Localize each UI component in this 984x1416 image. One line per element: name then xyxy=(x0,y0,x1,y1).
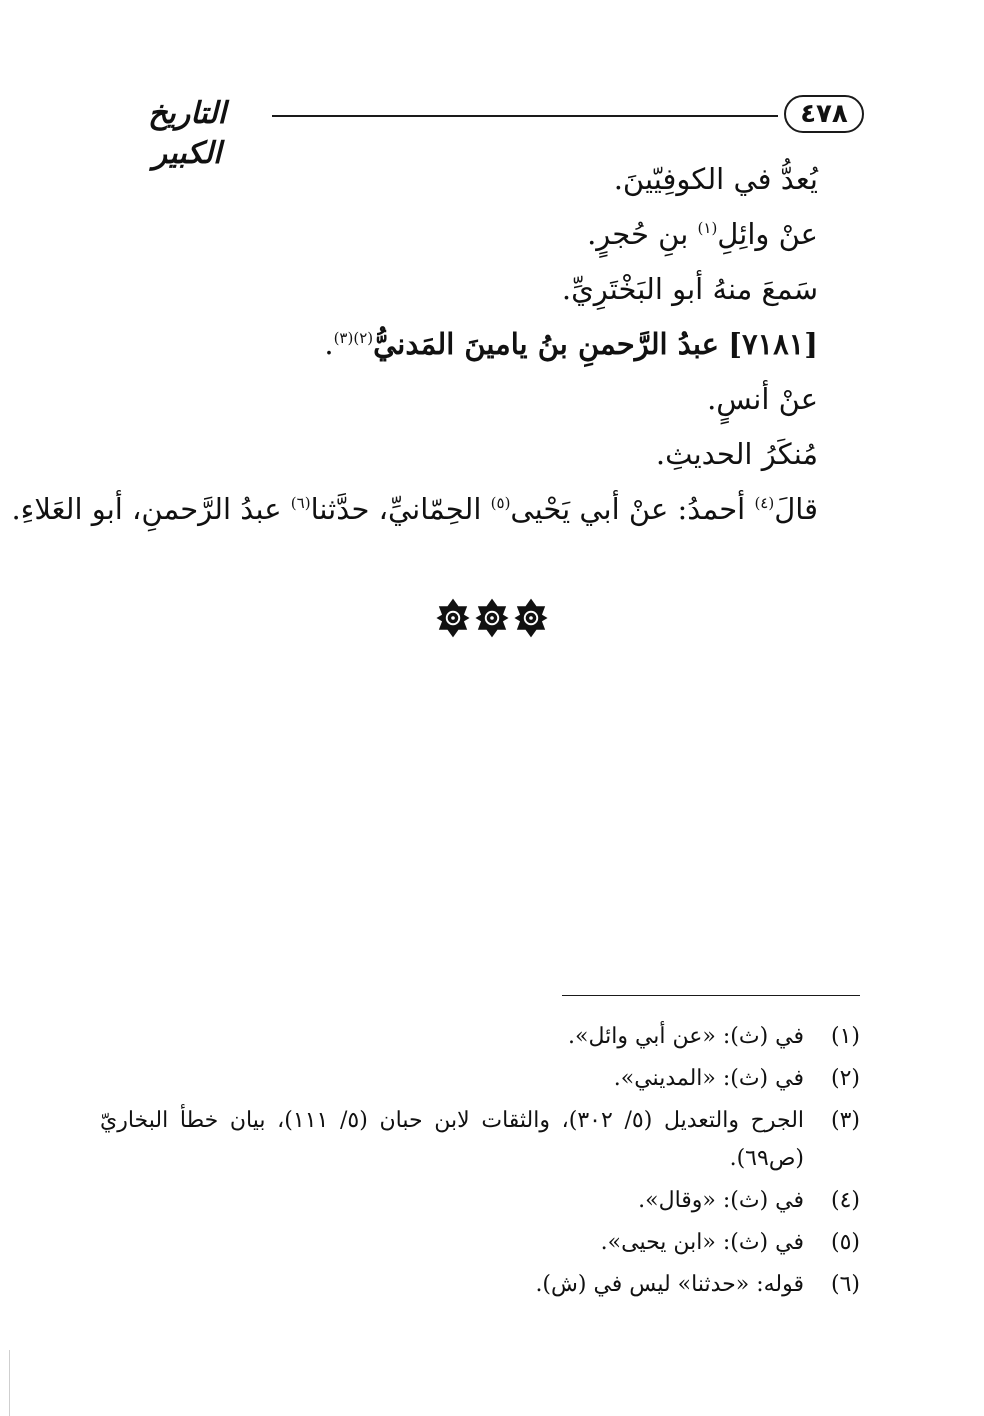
footnote-text: في (ث): «وقال». xyxy=(638,1188,804,1213)
footnote-ref: (٦) xyxy=(290,494,311,512)
footnote-number: (١) xyxy=(830,1024,860,1049)
line-text: قالَ xyxy=(774,492,818,526)
flower-ornament-icon xyxy=(475,598,509,638)
footnote xyxy=(100,1266,860,1304)
text-line xyxy=(128,427,818,482)
footnote-number: (٥) xyxy=(830,1230,860,1255)
running-title: التاريخ الكبير xyxy=(148,96,226,171)
main-text xyxy=(11,152,818,537)
line-text: سَمعَ منهُ أبو البَخْتَرِيِّ. xyxy=(561,272,818,306)
page-number: ٤٧٨ xyxy=(784,95,864,133)
line-text: يُعدُّ في الكوفِيّينَ. xyxy=(613,162,818,196)
line-text: عنْ أنسٍ. xyxy=(707,382,818,416)
text-line xyxy=(128,372,818,427)
footnote xyxy=(100,1224,860,1262)
footnote-number: (٦) xyxy=(830,1272,860,1297)
biography-entry-heading xyxy=(128,317,818,372)
footnote-number: (٤) xyxy=(830,1188,860,1213)
line-text: الحِمّانيِّ، حدَّثنا xyxy=(310,492,491,526)
text-line xyxy=(128,262,818,317)
footnote xyxy=(100,1182,860,1220)
line-text: عبدُ الرَّحمنِ، أبو العَلاءِ. xyxy=(11,492,291,526)
footnote xyxy=(100,1060,860,1098)
footnote-text: في (ث): «ابن يحيى». xyxy=(600,1230,804,1255)
footnote-number: (٢) xyxy=(830,1066,860,1091)
footnote-ref: (٢)(٣) xyxy=(333,329,374,347)
flower-ornament-icon xyxy=(514,598,548,638)
text-line xyxy=(11,482,818,537)
entry-end: . xyxy=(324,327,334,361)
footnote-text: في (ث): «المديني». xyxy=(613,1066,804,1091)
scan-edge-mark xyxy=(9,1350,10,1416)
footnote-text: في (ث): «عن أبي وائل». xyxy=(568,1024,804,1049)
footnotes xyxy=(100,1018,860,1308)
line-text: أحمدُ: عنْ أبي يَحْيى xyxy=(510,492,755,526)
header-rule xyxy=(272,115,778,117)
footnote-text: قوله: «حدثنا» ليس في (ش). xyxy=(535,1272,804,1297)
text-line xyxy=(128,207,818,262)
footnote-number: (٣) xyxy=(830,1108,860,1133)
footnote-ref: (٤) xyxy=(754,494,775,512)
footnote xyxy=(100,1018,860,1056)
text-line xyxy=(128,152,818,207)
footnote-ref: (١) xyxy=(697,219,718,237)
line-text: بنِ حُجرٍ. xyxy=(587,217,698,251)
footnote-ref: (٥) xyxy=(490,494,511,512)
line-text: عنْ وائِلِ xyxy=(717,217,818,251)
footnote xyxy=(100,1102,860,1178)
flower-ornament-icon xyxy=(436,598,470,638)
page-header xyxy=(112,92,864,171)
entry-number: [٧١٨١] xyxy=(728,327,818,361)
footnote-text: الجرح والتعديل (٥/ ٣٠٢)، والثقات لابن حبان (٥/ ١١١)، بيان خطأ البخاريّ (ص٦٩). xyxy=(100,1108,805,1171)
entry-name: عبدُ الرَّحمنِ بنُ يامينَ المَدنيُّ xyxy=(373,327,719,361)
section-end-ornaments xyxy=(436,598,548,638)
line-text: مُنكَرُ الحديثِ. xyxy=(655,437,818,471)
footnote-divider xyxy=(562,995,860,996)
